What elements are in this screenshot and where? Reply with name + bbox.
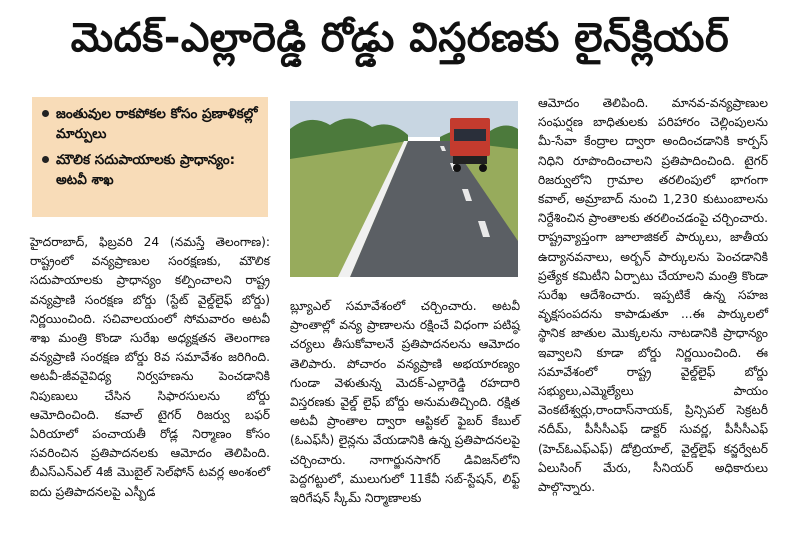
- highlight-item: [40, 150, 262, 190]
- highlights-box: [32, 97, 268, 217]
- bullet-icon: [42, 156, 49, 163]
- highlight-item: [40, 104, 262, 144]
- column-text: హైదరాబాద్, ఫిబ్రవరి 24 (నమస్తే తెలంగాణ): రాష్ట్రంలో వన్యప్రాణుల సంరక్షణకు, మౌలిక సదుపాయాలకు ప్రాధాన్యం కల్పించాలని రాష్ట్ర వన్యప్రాణి సంరక్షణ బోర్డు (స్టేట్ వైల్డ్‌లైఫ్ బోర్డు) నిర్ణయించింది. సచివాలయంలో సోమవారం అటవీ శాఖ మంత్రి కొండా సురేఖ అధ్యక్షతన తెలంగాణ వన్యప్రాణి సంరక్షణ బోర్డు 8వ సమావేశం జరిగింది. అటవీ-జీవవైవిధ్య నిర్వహణను పెంచడానికి నిపుణులు చేసిన సిఫారసులను బోర్డు ఆమోదించింది. కవాల్ టైగర్ రిజర్వు బఫర్ ఏరియాలో పంచాయతీ రోడ్ల నిర్మాణం కోసం సవరించిన ప్రతిపాదనలకు ఆమోదం తెలిపింది. బీఎస్‌ఎన్‌ఎల్ 4జీ మొబైల్ సెల్‌ఫోన్ టవర్ల అంశంలో ఐదు ప్రతిపాదనలపై ఎస్బీడ: [30, 235, 270, 499]
- road-photo: [290, 101, 518, 277]
- highlight-text: మౌలిక సదుపాయాలకు ప్రాధాన్యం: అటవీ శాఖ: [56, 152, 236, 188]
- headline: మెదక్-ఎల్లారెడ్డి రోడ్డు విస్తరణకు లైన్‌క్లియర్: [70, 15, 730, 61]
- column-text: ఆమోదం తెలిపింది. మానవ-వన్యప్రాణుల సంఘర్షణ బాధితులకు పరిహారం చెల్లింపులను మీ-సేవా కేంద్రాల ద్వారా అందించడానికి కార్పస్ నిధిని రూపొందించాలని ప్రతిపాదించింది. టైగర్ రిజర్వులోని గ్రామాల తరలింపులో భాగంగా కవాల్, అమ్రాబాద్ నుంచి 1,230 కుటుంబాలను నిర్దేశించిన ప్రాంతాలకు తరలించడంపై చర్చించారు. రాష్ట్రవ్యాప్తంగా జూలాజికల్ పార్కులు, జాతీయ ఉద్యానవనాలు, అర్బన్ పార్కులను పెంచడానికి ప్రత్యేక కమిటీని ఏర్పాటు చేయాలని మంత్రి కొండా సురేఖ ఆదేశించారు. ఇప్పటికే ఉన్న సహజ వృక్షసంపదను కాపాడుతూ ...ఈ పార్కులలో స్థానిక జాతుల మొక్కలను నాటడానికి ప్రాధాన్యం ఇవ్వాలని కూడా బోర్డు నిర్ణయించింది. ఈ సమావేశంలో రాష్ట్ర వైల్డ్‌లైఫ్ బోర్డు సభ్యులు,ఎమ్మెల్యేలు పాయం వెంకటేశ్వర్లు,రాందాస్‌నాయక్, ప్రిన్సిపల్ సెక్రటరీ నదీమ్, పీసీసీఎఫ్ డాక్టర్ సువర్ణ, పీసీసీఎఫ్ (హెచ్‌ఓఎఫ్‌ఎఫ్) డోబ్రియాల్, వైల్డ్‌లైఫ్ కన్జర్వేటర్ ఏలుసింగ్ మేరు, సీనియర్ అధికారులు పాల్గొన్నారు.: [538, 96, 768, 495]
- article-column-1: [30, 233, 270, 502]
- article-column-2: [290, 297, 520, 508]
- highlight-text: జంతువుల రాకపోకల కోసం ప్రణాళికల్లో మార్పులు: [56, 106, 258, 142]
- column-text: బ్ల్యూఎల్ సమావేశంలో చర్చించారు. అటవీ ప్రాంతాల్లో వన్య ప్రాణాలను రక్షించే విధంగా పటిష్ఠ చర్యలు తీసుకోవాలనే ప్రతిపాదనలను ఆమోదం తెలిపారు. పోచారం వన్యప్రాణి అభయారణ్యం గుండా వెళుతున్న మెదక్-ఎల్లారెడ్డి రహదారి విస్తరణకు వైల్డ్ లైఫ్ బోర్డు అనుమతిచ్చింది. రక్షిత అటవీ ప్రాంతాల ద్వారా ఆప్టికల్ ఫైబర్ కేబుల్ (ఓఎఫ్‌సీ) లైన్లను వేయడానికి ఉన్న ప్రతిపాదనలపై చర్చించారు. నాగార్జునసాగర్ డివిజన్‌లోని పెద్దగట్టులో, ములుగులో 11కేవీ సబ్-స్టేషన్, లిఫ్ట్ ఇరిగేషన్ స్కీమ్ నిర్మాణాలకు: [290, 299, 520, 506]
- article-column-3: [538, 94, 768, 497]
- bullet-icon: [42, 110, 49, 117]
